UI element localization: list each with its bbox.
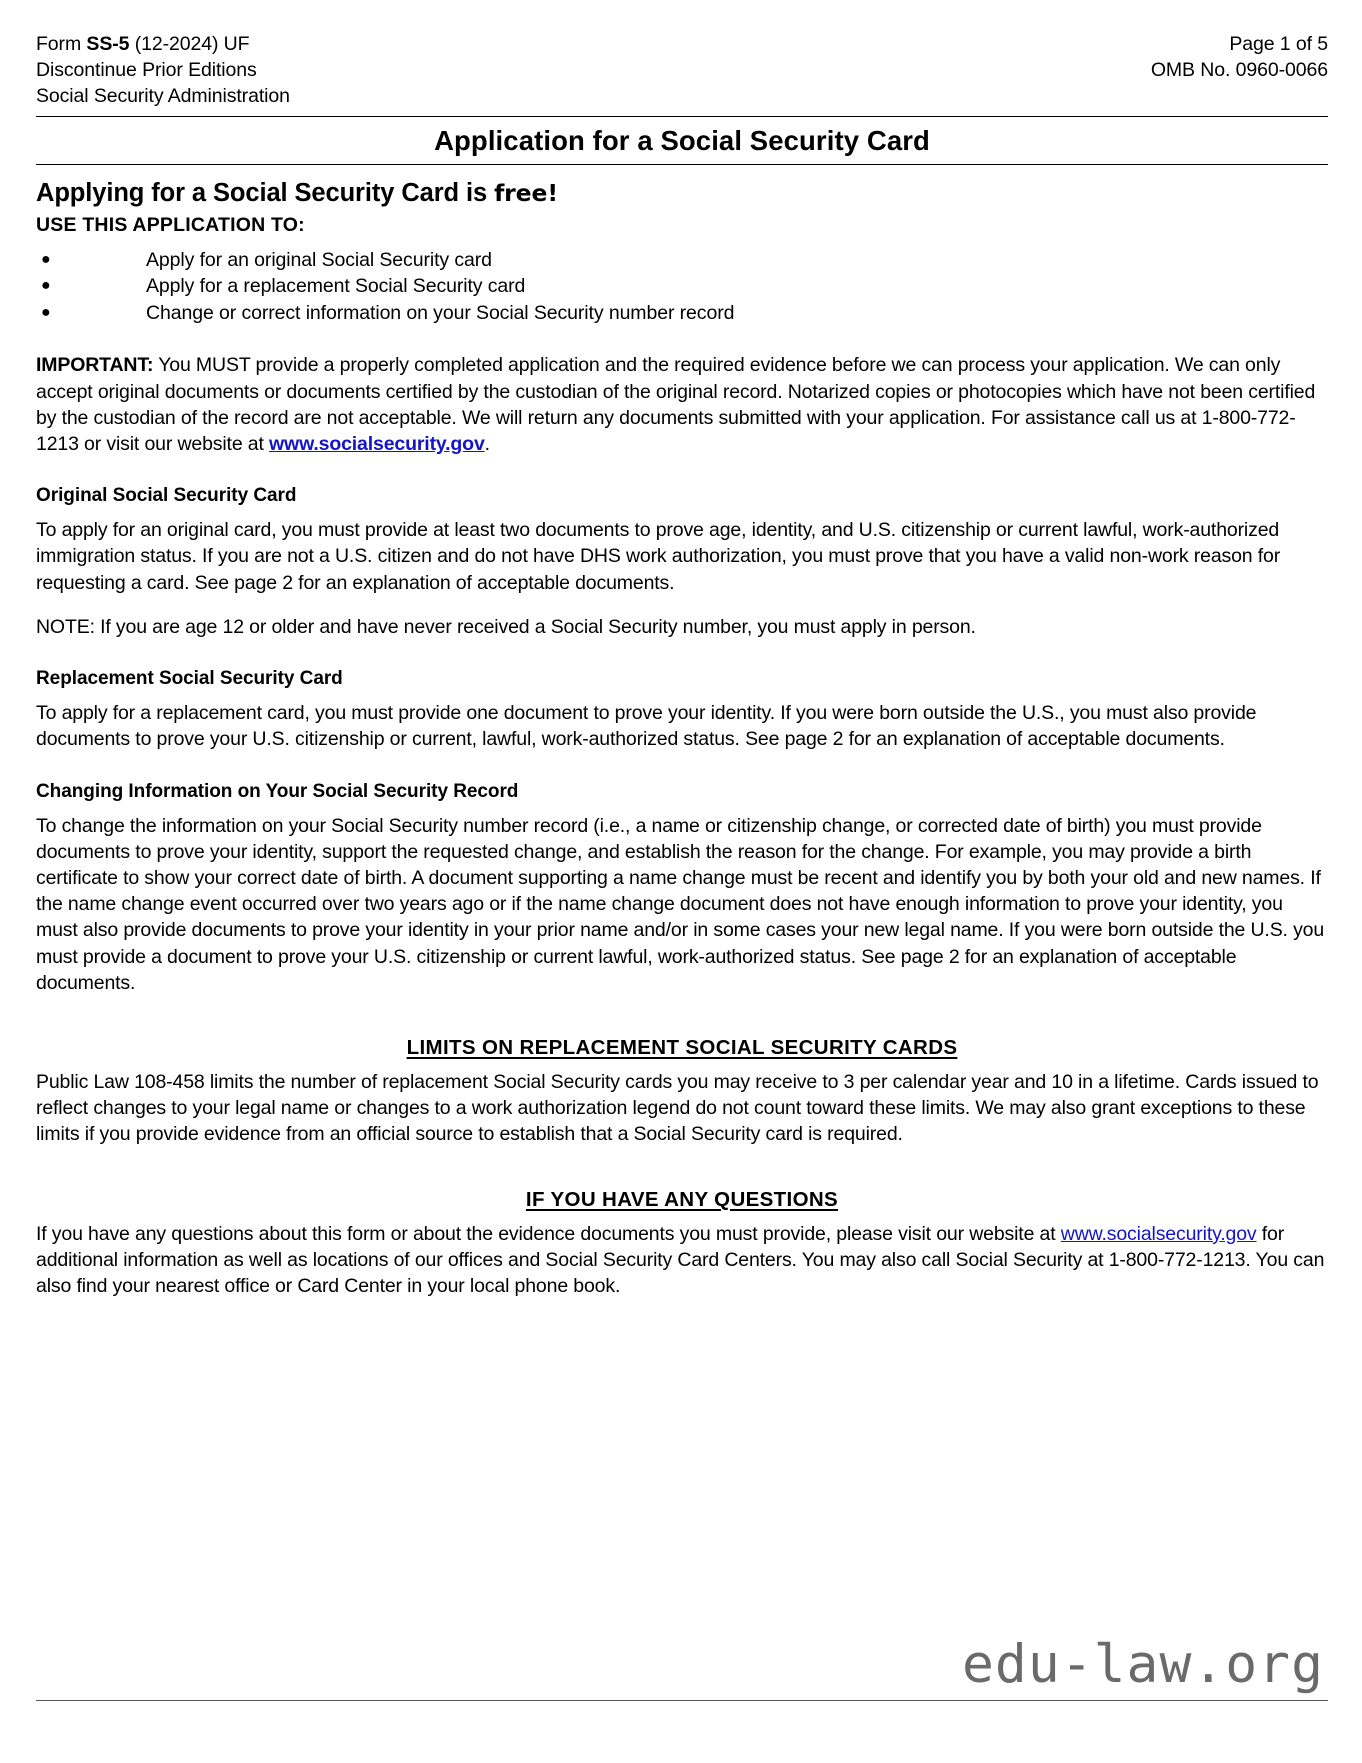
bullet-icon: ●: [41, 277, 51, 295]
page-title: Application for a Social Security Card: [434, 124, 930, 156]
list-item: [36, 247, 1328, 274]
section-paragraph-original-card: To apply for an original card, you must provide at least two documents to prove age, identity, and U.S. citizenship or current lawful, work-authorized immigration status. If you are not a U.S. citizen and do not have DHS work authorization, you must prove that you have a valid non-work reason for requesting a card. See page 2 for an explanation of acceptable documents.: [36, 519, 1281, 594]
agency-name: Social Security Administration: [36, 84, 290, 107]
questions-text: If you have any questions about this form or about the evidence documents you must provide, please visit our website at: [36, 1222, 1061, 1245]
limits-heading: [36, 1036, 1328, 1060]
form-id-line: [36, 32, 290, 58]
socialsecurity-link-primary[interactable]: www.socialsecurity.gov: [269, 432, 485, 455]
questions-heading-label: IF YOU HAVE ANY QUESTIONS: [525, 1187, 839, 1211]
important-text-tail: .: [484, 432, 490, 455]
footer-divider: [36, 1700, 1328, 1701]
bullet-icon: ●: [41, 250, 51, 268]
omb-number: OMB No. 0960-0066: [1150, 58, 1328, 81]
list-item: [36, 300, 1328, 327]
free-headline-emphasis: free!: [494, 178, 558, 207]
section-paragraph-replacement-card: To apply for a replacement card, you must provide one document to prove your identity. If you were born outside the U.S., you must also provide documents to prove your U.S. citizenship or current, lawful, work-authorized status. See page 2 for an explanation of acceptable documents.: [36, 702, 1257, 751]
bullet-icon: ●: [41, 303, 51, 321]
section-heading-replacement-card: Replacement Social Security Card: [36, 668, 343, 690]
important-paragraph: [36, 352, 1328, 457]
section-paragraph-changing-information: To change the information on your Social Security number record (i.e., a name or citizenship change, or corrected date of birth) you must provide documents to prove your identity, support the requested change, and establish the reason for the change. For example, you may provide a birth certificate to show your correct date of birth. A document supporting a name change must be recent and identify you by both your old and new names. If the name change event occurred over two years ago or if the name change document does not have enough information to prove your identity, you must also provide documents to prove your identity in your prior name and/or in some cases your new legal name. If you were born outside the U.S. you must provide a document to prove your U.S. citizenship or current lawful, work-authorized status. See page 2 for an explanation of acceptable documents.: [36, 814, 1325, 994]
form-header-left: [36, 32, 290, 110]
use-application-heading: USE THIS APPLICATION TO:: [36, 213, 305, 236]
title-divider-bottom: [36, 164, 1328, 165]
important-text: You MUST provide a properly completed application and the required evidence before we can process your application. We can only accept original documents or documents certified by the custodian of the original record. Notarized copies or photocopies which have not been certified by the custodian of the record are not acceptable. We will return any documents submitted with your application. For assistance call us at 1-800-772-1213 or visit our website at: [36, 354, 1316, 455]
watermark: edu-law.org: [962, 1634, 1324, 1695]
socialsecurity-link-secondary[interactable]: www.socialsecurity.gov: [1060, 1222, 1257, 1245]
form-label-suffix: (12-2024) UF: [129, 33, 250, 55]
questions-text-tail: for additional information as well as locations of our offices and Social Security Card Centers. You may also call Social Security at 1-800-772-1213. You can also find your nearest office or Card Center in your local phone book.: [36, 1222, 1325, 1298]
list-item: [36, 273, 1328, 300]
questions-heading: [36, 1188, 1328, 1212]
form-header-right: [1151, 32, 1328, 84]
limits-heading-label: LIMITS ON REPLACEMENT SOCIAL SECURITY CARDS: [406, 1036, 958, 1060]
form-header: [36, 32, 1328, 110]
list-item-label: Apply for a replacement Social Security card: [146, 275, 526, 298]
use-application-list: [36, 247, 1328, 327]
section-note-original-card: NOTE: If you are age 12 or older and have never received a Social Security number, you must apply in person.: [36, 615, 976, 638]
page-number: Page 1 of 5: [1229, 33, 1328, 55]
section-heading-changing-information: Changing Information on Your Social Security Record: [36, 780, 519, 802]
questions-paragraph: [36, 1221, 1328, 1300]
header-divider-top: [36, 116, 1328, 117]
important-label: IMPORTANT:: [36, 354, 154, 377]
form-label-prefix: Form: [36, 33, 87, 55]
discontinue-prior-editions: Discontinue Prior Editions: [36, 58, 257, 81]
limits-paragraph: Public Law 108-458 limits the number of replacement Social Security cards you may receive to 3 per calendar year and 10 in a lifetime. Cards issued to reflect changes to your legal name or changes to a work authorization legend do not count toward these limits. We may also grant exceptions to these limits if you provide evidence from an official source to establish that a Social Security card is required.: [36, 1071, 1319, 1146]
free-headline: [36, 179, 1328, 208]
section-heading-original-card: Original Social Security Card: [36, 485, 297, 507]
free-headline-main: Applying for a Social Security Card is: [36, 178, 495, 207]
form-number: SS-5: [86, 33, 130, 55]
list-item-label: Change or correct information on your Social Security number record: [146, 301, 735, 324]
list-item-label: Apply for an original Social Security card: [146, 248, 492, 271]
